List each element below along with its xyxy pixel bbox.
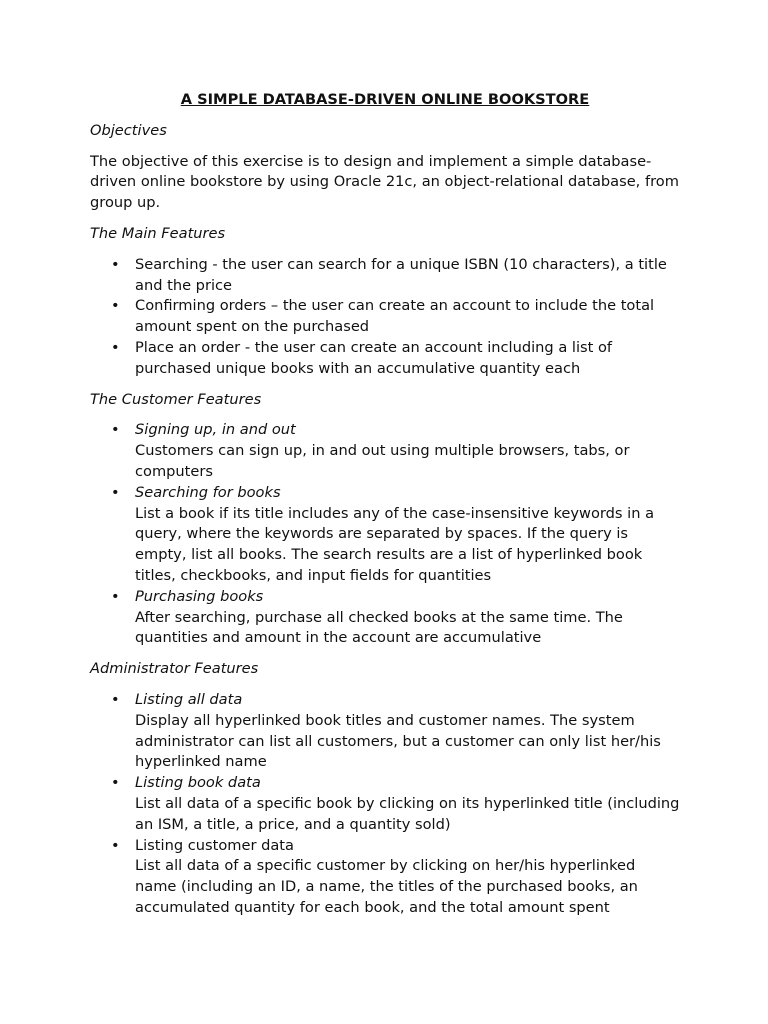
document-title: A SIMPLE DATABASE-DRIVEN ONLINE BOOKSTORE <box>180 91 590 108</box>
document-page <box>90 90 680 929</box>
bullet-icon: • <box>111 774 120 792</box>
feature-label: Listing book data <box>135 774 261 792</box>
list-item <box>90 773 680 835</box>
bullet-icon: • <box>111 421 120 439</box>
admin-features-list <box>90 690 680 919</box>
bullet-icon: • <box>111 338 120 356</box>
main-features-heading: The Main Features <box>90 224 226 242</box>
list-item <box>90 296 680 338</box>
feature-label: Listing customer data <box>135 836 294 854</box>
bullet-icon: • <box>111 836 120 854</box>
feature-label: Listing all data <box>135 690 243 708</box>
bullet-icon: • <box>111 483 120 501</box>
objectives-paragraph: The objective of this exercise is to design and implement a simple database-driven online bookstore by using Oracle 21c, an object-relational database, from group up. <box>90 152 679 212</box>
list-item <box>90 255 680 297</box>
feature-description: List all data of a specific customer by clicking on her/his hyperlinked name (including an ID, a name, the titles of the purchased books, an accumulated quantity for each book, and the total amount spent <box>135 857 638 916</box>
feature-label: Signing up, in and out <box>135 421 296 439</box>
list-item <box>90 483 680 587</box>
main-features-list <box>90 255 680 380</box>
admin-features-heading: Administrator Features <box>90 660 259 678</box>
customer-features-list <box>90 420 680 649</box>
bullet-icon: • <box>111 297 120 315</box>
feature-label: Searching for books <box>135 483 281 501</box>
objectives-heading: Objectives <box>90 121 167 139</box>
list-item <box>90 587 680 649</box>
bullet-icon: • <box>111 587 120 605</box>
list-item-text: Confirming orders – the user can create an account to include the total amount spent on the purchased <box>135 297 655 336</box>
bullet-icon: • <box>111 690 120 708</box>
customer-features-heading: The Customer Features <box>90 390 262 408</box>
list-item-text: Place an order - the user can create an account including a list of purchased unique books with an accumulative quantity each <box>135 338 613 377</box>
list-item <box>90 338 680 380</box>
feature-description: After searching, purchase all checked books at the same time. The quantities and amount in the account are accumulative <box>135 608 623 647</box>
list-item <box>90 420 680 482</box>
feature-label: Purchasing books <box>135 587 264 605</box>
list-item <box>90 836 680 919</box>
bullet-icon: • <box>111 255 120 273</box>
feature-description: List all data of a specific book by clicking on its hyperlinked title (including an ISM, a title, a price, and a quantity sold) <box>135 794 680 833</box>
list-item-text: Searching - the user can search for a unique ISBN (10 characters), a title and the price <box>135 255 667 294</box>
feature-description: Display all hyperlinked book titles and customer names. The system administrator can list all customers, but a customer can only list her/his hyperlinked name <box>135 711 661 771</box>
feature-description: List a book if its title includes any of the case-insensitive keywords in a query, where the keywords are separated by spaces. If the query is empty, list all books. The search results are a list of hyperlinked book titles, checkbooks, and input fields for quantities <box>135 504 655 584</box>
feature-description: Customers can sign up, in and out using multiple browsers, tabs, or computers <box>135 442 630 480</box>
list-item <box>90 690 680 773</box>
